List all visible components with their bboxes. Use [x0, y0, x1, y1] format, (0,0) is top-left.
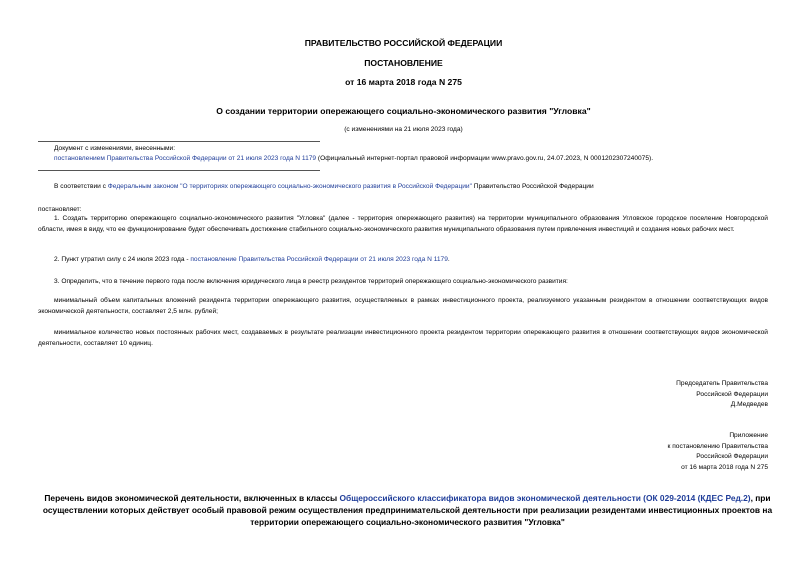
preamble — [54, 182, 594, 192]
appendix-date: от 16 марта 2018 года N 275 — [681, 463, 768, 471]
document-title: О создании территории опережающего социально-экономического развития "Угловка" — [216, 106, 591, 116]
okved-link[interactable]: Общероссийского классификатора видов экономической деятельности (ОК 029-2014 (КДЕС Ред.2) — [339, 493, 751, 503]
preamble-prefix: В соответствии с — [54, 183, 108, 190]
repeal-link[interactable]: постановление Правительства Российской Федерации от 21 июля 2023 года N 1179 — [190, 256, 448, 263]
paragraph-2-end: . — [447, 256, 450, 263]
paragraph-1: 1. Создать территорию опережающего социально-экономического развития "Угловка" (далее - территория опережающего развития) на территории муниципального образования Угловское городское поселение Новгородской области, имея в виду, что ее функционирование будет обеспечивать достижение стабильного социально-экономического развития муниципального образования путем привлечения инвестиций и создания новых рабочих мест. — [38, 215, 768, 233]
preamble-suffix: Правительство Российской Федерации — [471, 183, 594, 190]
activities-list-title — [40, 492, 775, 528]
document-type: ПОСТАНОВЛЕНИЕ — [364, 58, 443, 68]
paragraph-capital-investment: минимальный объем капитальных вложений резидента территории опережающего развития, осуществляемых в рамках инвестиционного проекта, реализуемого указанным резидентом в отношении соответствующих видов экономической деятельности, составляет 2,5 млн. рублей; — [38, 297, 768, 315]
changes-tail: (Официальный интернет-портал правовой информации www.pravo.gov.ru, 24.07.2023, N 0001202307240075). — [316, 155, 654, 162]
amendment-note: (с изменениями на 21 июля 2023 года) — [344, 126, 463, 133]
divider-top — [38, 141, 320, 142]
appendix-body: Российской Федерации — [696, 453, 768, 460]
signature-name: Д.Медведев — [730, 401, 768, 408]
document-date-number: от 16 марта 2018 года N 275 — [345, 77, 462, 87]
resolves-text: постановляет: — [38, 206, 82, 213]
federal-law-link[interactable]: Федеральным законом "О территориях опережающего социально-экономического развития в Российской Федерации" — [107, 183, 472, 190]
paragraph-2-text: 2. Пункт утратил силу с 24 июля 2023 года - — [54, 256, 191, 263]
appendix-label: Приложение — [729, 432, 768, 439]
appendix-block — [668, 431, 769, 473]
list-title-suffix: , при осуществлении которых действует особый правовой режим осуществления предпринимательской деятельности при реализации резидентами инвестиционных проектов на территории опережающего социально-экономического развития "Угловка" — [42, 493, 773, 527]
government-name: ПРАВИТЕЛЬСТВО РОССИЙСКОЙ ФЕДЕРАЦИИ — [304, 38, 503, 48]
changes-line — [54, 154, 774, 164]
appendix-ref: к постановлению Правительства — [667, 442, 768, 450]
list-title-prefix: Перечень видов экономической деятельности, включенных в классы — [44, 493, 340, 503]
changes-intro: Документ с изменениями, внесенными: — [54, 145, 176, 152]
signature-body: Российской Федерации — [696, 390, 768, 398]
signature-block — [676, 379, 768, 411]
signature-position: Председатель Правительства — [676, 380, 768, 387]
paragraph-jobs: минимальное количество новых постоянных рабочих мест, создаваемых в результате реализации инвестиционного проекта резидентом территории опережающего развития в отношении соответствующих видов экономической деятельности, составляет 10 единиц. — [38, 329, 768, 347]
divider-bottom — [38, 170, 320, 171]
paragraph-3: 3. Определить, что в течение первого года после включения юридического лица в реестр резидентов территорий опережающего социально-экономического развития: — [54, 278, 568, 285]
changes-link[interactable]: постановлением Правительства Российской Федерации от 21 июля 2023 года N 1179 — [54, 155, 317, 162]
paragraph-2 — [54, 255, 450, 265]
